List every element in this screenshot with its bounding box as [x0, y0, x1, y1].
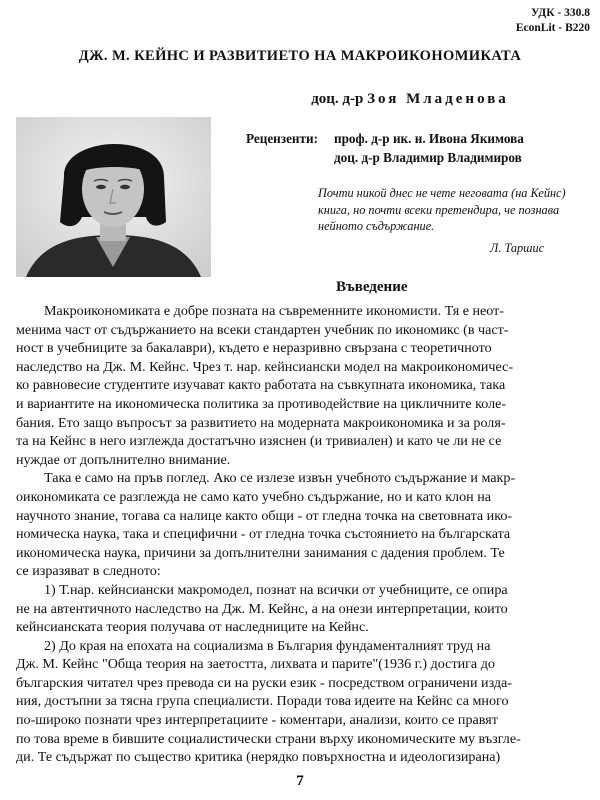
epigraph-line: книга, но почти всеки претендира, че познава — [318, 202, 560, 217]
econlit-code: EconLit - B220 — [515, 22, 590, 34]
reviewer-row — [246, 148, 596, 167]
author-portrait-image — [16, 117, 211, 277]
body-text — [16, 302, 600, 767]
author-rank: доц. д-р — [311, 91, 364, 107]
epigraph-line: нейното съдържание. — [318, 219, 435, 233]
body-line: се изразяват в следното: — [16, 563, 161, 580]
body-line: не на автентичното наследство на Дж. М. Кейнс, а на онези интерпретации, които — [16, 600, 508, 617]
body-line: та на Кейнс в него изглежда достатъчно изяснен (и тривиален) и като че ли не се — [16, 433, 502, 450]
body-line: кейнсианската теория получава от наследниците на Кейнс. — [16, 619, 369, 636]
body-line: по-широко познати чрез интерпретациите - коментари, анализи, които се правят — [16, 712, 498, 729]
author-photo — [16, 117, 211, 277]
body-line: менима част от съдържанието на всеки стандартен учебник по икономикс (в част- — [16, 321, 509, 338]
author-name: Зоя Младенова — [367, 91, 509, 107]
reviewers-block — [246, 129, 596, 167]
page-number: 7 — [296, 773, 304, 789]
body-line: ност в учебниците за бакалаври), където е неразривно свързана с теоретичното — [16, 340, 492, 357]
reviewer-name: проф. д-р ик. н. Ивона Якимова — [334, 131, 524, 146]
body-line: и вариантите на икономическа политика за противодействие на цикличните коле- — [16, 395, 507, 412]
body-line: ко равновесие студентите изучават както работата на съвкупната икономика, така — [16, 377, 506, 394]
body-line: българския читател чрез превода си на руски език - посредством ограничени изда- — [16, 674, 513, 691]
body-line: номическа наука, така и специфични - от гледна точка състоянието на българската — [16, 526, 511, 543]
reviewers-label: Рецензенти: — [246, 131, 319, 146]
epigraph-line: Почти никой днес не чете неговата (на Кейнс) — [318, 186, 566, 200]
section-heading: Въведение — [336, 279, 408, 295]
body-line: бания. Ето защо въпросът за развитието на модерната макроикономика и за роля- — [16, 414, 506, 431]
reviewer-name: доц. д-р Владимир Владимиров — [334, 150, 522, 165]
body-line: Дж. М. Кейнс "Обща теория на заетостта, лихвата и парите"(1936 г.) достига до — [16, 656, 495, 673]
classification-codes — [516, 6, 590, 36]
body-line: по това време в бившите социалистически страни върху икономическите му възгле- — [16, 730, 521, 747]
body-line: Така е само на пръв поглед. Ако се излезе извън учебното съдържание и макр- — [44, 470, 516, 487]
article-title: ДЖ. М. КЕЙНС И РАЗВИТИЕТО НА МАКРОИКОНОМИКАТА — [78, 48, 522, 64]
author-line — [230, 91, 590, 108]
body-line: нуждае от допълнително внимание. — [16, 451, 231, 468]
body-line: 2) До края на епохата на социализма в България фундаменталният труд на — [44, 637, 491, 654]
body-line: наследство на Дж. М. Кейнс. Чрез т. нар. кейнсиански модел на макроикономичес- — [16, 358, 514, 375]
body-line: 1) Т.нар. кейнсиански макромодел, познат на всички от учебниците, се опира — [44, 581, 508, 598]
body-line: научното знание, тогава са налице както общи - от гледна точка на световната ико- — [16, 507, 513, 524]
epigraph-author: Л. Таршис — [490, 241, 545, 255]
reviewer-row — [246, 129, 596, 148]
body-line: ди. Те съдържат по същество критика (нерядко повърхностна и идеологизирана) — [16, 749, 501, 766]
epigraph — [318, 185, 596, 235]
body-line: Макроикономиката е добре позната на съвременните икономисти. Тя е неот- — [44, 303, 504, 319]
body-line: икономическа наука, причини за допълнителни занимания с дадения проблем. Те — [16, 544, 505, 561]
body-line: ния, достъпни за тясна група специалисти. Поради това идеите на Кейнс са много — [16, 693, 509, 710]
body-line: оикономиката се разглежда не само като учебно съдържание, но и като клон на — [16, 488, 492, 505]
udc-code: УДК - 330.8 — [531, 7, 590, 19]
